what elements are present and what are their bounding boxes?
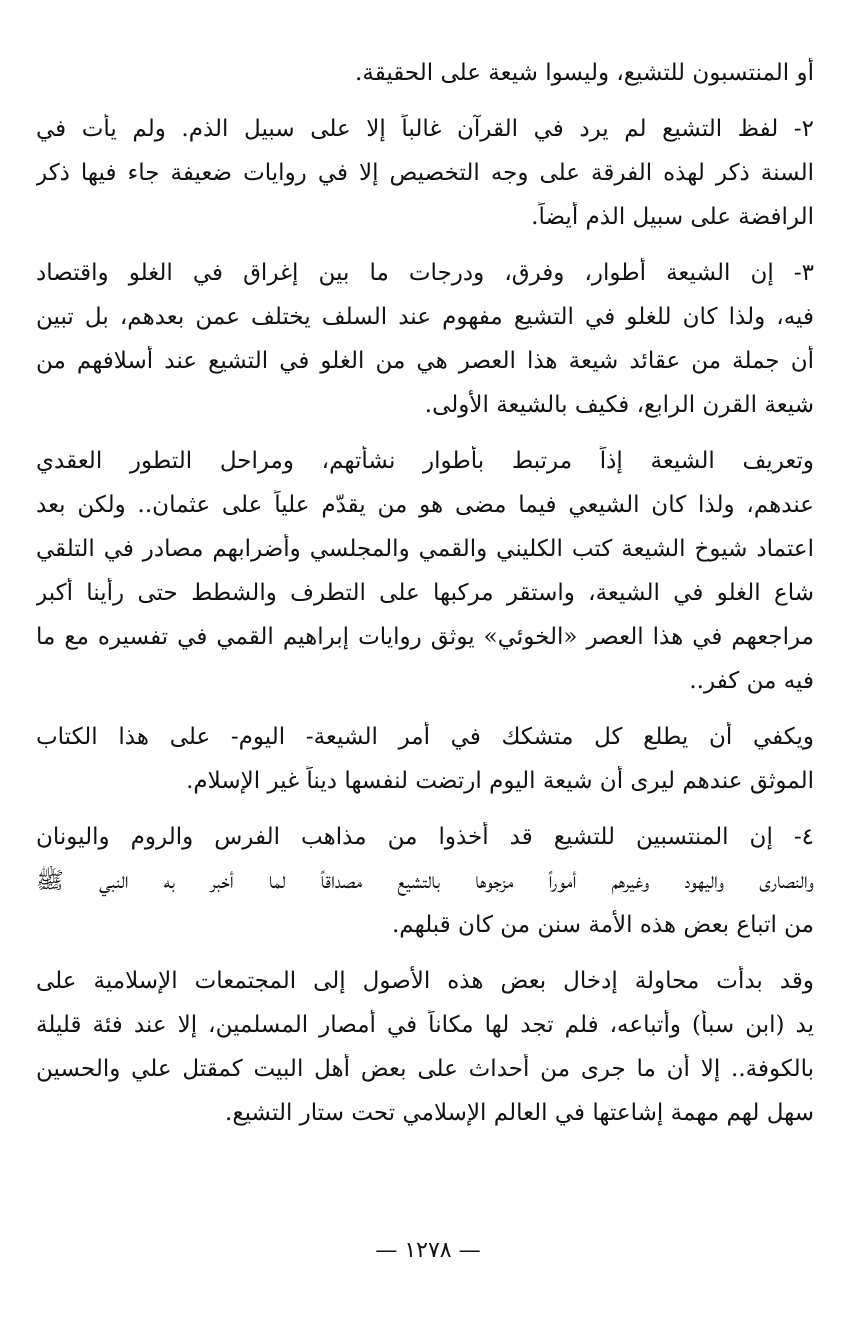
text-line: مراجعهم في هذا العصر «الخوئي» يوثق روايات إبراهيم القمي في تفسيره مع ما [36, 624, 814, 650]
text-line: عندهم، ولذا كان الشيعي فيما مضى هو من يقدّم علياً على عثمان.. ولكن بعد [36, 492, 814, 518]
paragraph-gap [36, 810, 814, 822]
paragraph-4 [36, 446, 814, 710]
text-line: ٣- إن الشيعة أطوار، وفرق، ودرجات ما بين إغراق في الغلو واقتصاد [36, 260, 814, 286]
text-line: شاع الغلو في الشيعة، واستقر مركبها على التطرف والشطط حتى رأينا أكبر [36, 580, 814, 606]
text-line: سهل لهم مهمة إشاعتها في العالم الإسلامي تحت ستار التشيع. [225, 1100, 814, 1126]
text-line: يد (ابن سبأ) وأتباعه، فلم تجد لها مكاناً في أمصار المسلمين، إلا عند فئة قليلة [36, 1012, 814, 1038]
text-line: من اتباع بعض هذه الأمة سنن من كان قبلهم. [391, 912, 814, 938]
text-line: بالكوفة.. إلا أن ما جرى من أحداث على بعض أهل البيت كمقتل علي والحسين [36, 1056, 814, 1082]
text-line: شيعة القرن الرابع، فكيف بالشيعة الأولى. [424, 392, 814, 418]
paragraph-6 [36, 822, 814, 954]
paragraph-2 [36, 114, 814, 246]
text-line: ٤- إن المنتسبين للتشيع قد أخذوا من مذاهب الفرس والروم واليونان [36, 824, 814, 850]
paragraph-gap [36, 246, 814, 258]
page-number: — ١٢٧٨ — [375, 1238, 481, 1263]
paragraph-gap [36, 954, 814, 966]
text-line: ٢- لفظ التشيع لم يرد في القرآن غالباً إلا على سبيل الذم. ولم يأت في [36, 116, 814, 142]
text-line: فيه، ولذا كان للغلو في التشيع مفهوم عند السلف يختلف عمن بعدهم، بل تبين [36, 304, 814, 330]
paragraph-7 [36, 966, 814, 1142]
paragraph-3 [36, 258, 814, 434]
paragraph-5 [36, 722, 814, 810]
text-line: والنصارى واليهود وغيرهم أموراً مزجوها بالتشيع مصداقاً لما أخبر به النبي ﷺ [36, 868, 814, 894]
paragraph-gap [36, 102, 814, 114]
paragraph-gap [36, 710, 814, 722]
text-line: اعتماد شيوخ الشيعة كتب الكليني والقمي والمجلسي وأضرابهم مصادر في التلقي [36, 536, 814, 562]
text-line: وقد بدأت محاولة إدخال بعض هذه الأصول إلى المجتمعات الإسلامية على [36, 968, 814, 994]
paragraph-1 [36, 58, 814, 102]
text-line: فيه من كفر.. [689, 668, 814, 694]
text-line: أو المنتسبون للتشيع، وليسوا شيعة على الحقيقة. [355, 60, 814, 86]
text-line: وتعريف الشيعة إذاً مرتبط بأطوار نشأتهم، ومراحل التطور العقدي [36, 448, 814, 474]
paragraph-gap [36, 434, 814, 446]
text-line: ويكفي أن يطلع كل متشكك في أمر الشيعة- اليوم- على هذا الكتاب [36, 724, 814, 750]
page-body [36, 58, 814, 1142]
text-line: أن جملة من عقائد شيعة هذا العصر هي من الغلو في التشيع عند أسلافهم من [36, 348, 814, 374]
text-line: الموثق عندهم ليرى أن شيعة اليوم ارتضت لنفسها ديناً غير الإسلام. [186, 768, 814, 794]
text-line: السنة ذكر لهذه الفرقة على وجه التخصيص إلا في روايات ضعيفة جاء فيها ذكر [36, 160, 814, 186]
text-line: الرافضة على سبيل الذم أيضاً. [531, 204, 814, 230]
